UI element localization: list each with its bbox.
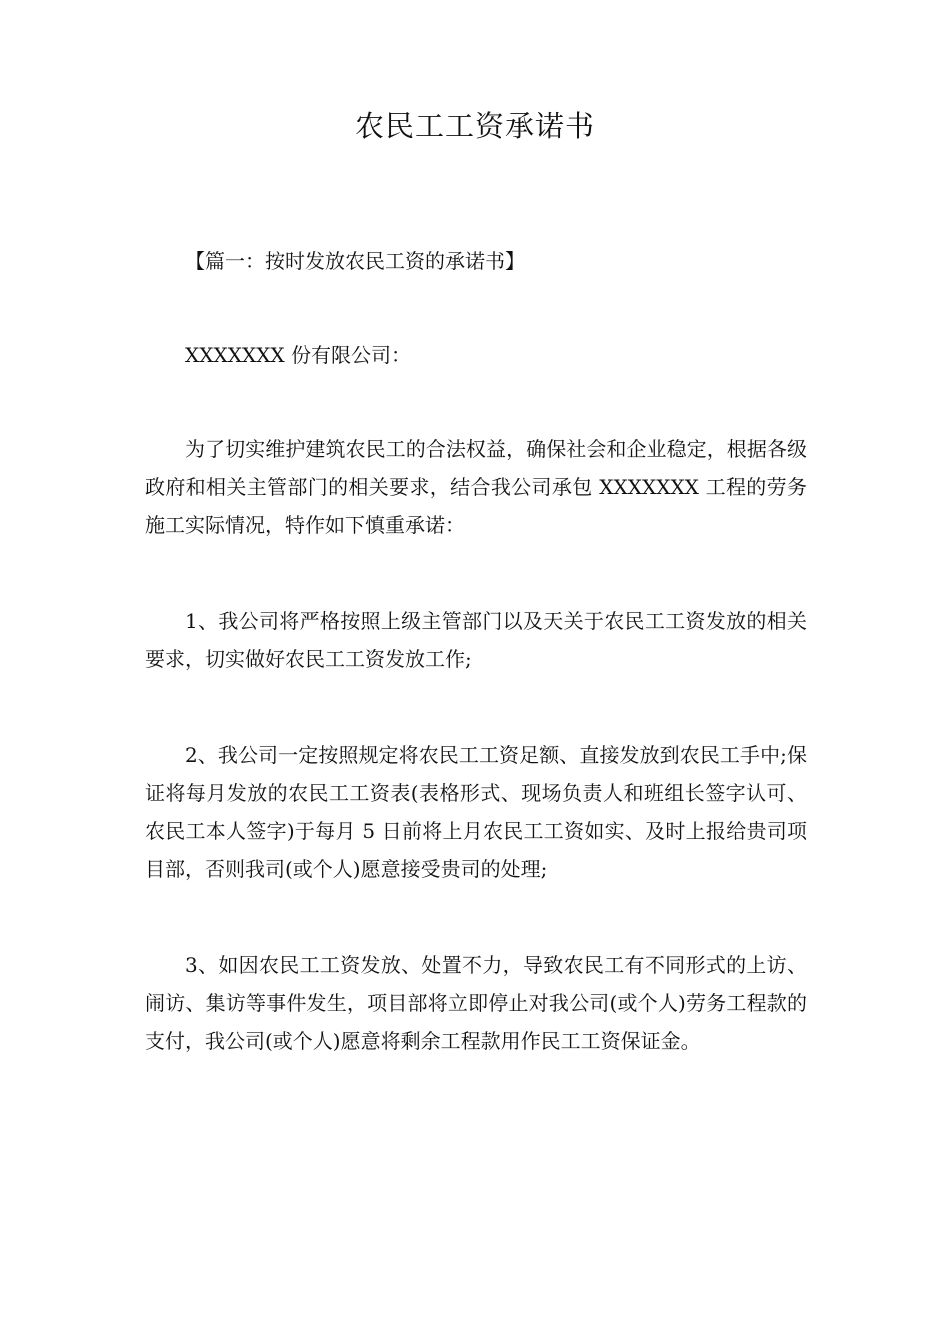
section-heading: 【篇一：按时发放农民工资的承诺书】 bbox=[185, 249, 525, 273]
document-title: 农民工工资承诺书 bbox=[354, 109, 595, 143]
paragraph-item-1: 1、我公司将严格按照上级主管部门以及天关于农民工工资发放的相关要求，切实做好农民工工资发放工作; bbox=[145, 609, 807, 671]
addressee-line: XXXXXXX 份有限公司： bbox=[185, 343, 412, 367]
paragraph-item-3: 3、如因农民工工资发放、处置不力，导致农民工有不同形式的上访、闹访、集访等事件发生，项目部将立即停止对我公司(或个人)劳务工程款的支付，我公司(或个人)愿意将剩余工程款用作民工工资保证金。 bbox=[145, 953, 807, 1053]
paragraph-intro: 为了切实维护建筑农民工的合法权益，确保社会和企业稳定，根据各级政府和相关主管部门的相关要求，结合我公司承包 XXXXXXX 工程的劳务施工实际情况，特作如下慎重承诺： bbox=[145, 437, 807, 537]
paragraph-item-2: 2、我公司一定按照规定将农民工工资足额、直接发放到农民工手中;保证将每月发放的农民工工资表(表格形式、现场负责人和班组长签字认可、农民工本人签字)于每月 5 日前将上月农民工工资如实、及时上报给贵司项目部，否则我司(或个人)愿意接受贵司的处理; bbox=[145, 743, 807, 881]
document-body bbox=[145, 242, 807, 1060]
